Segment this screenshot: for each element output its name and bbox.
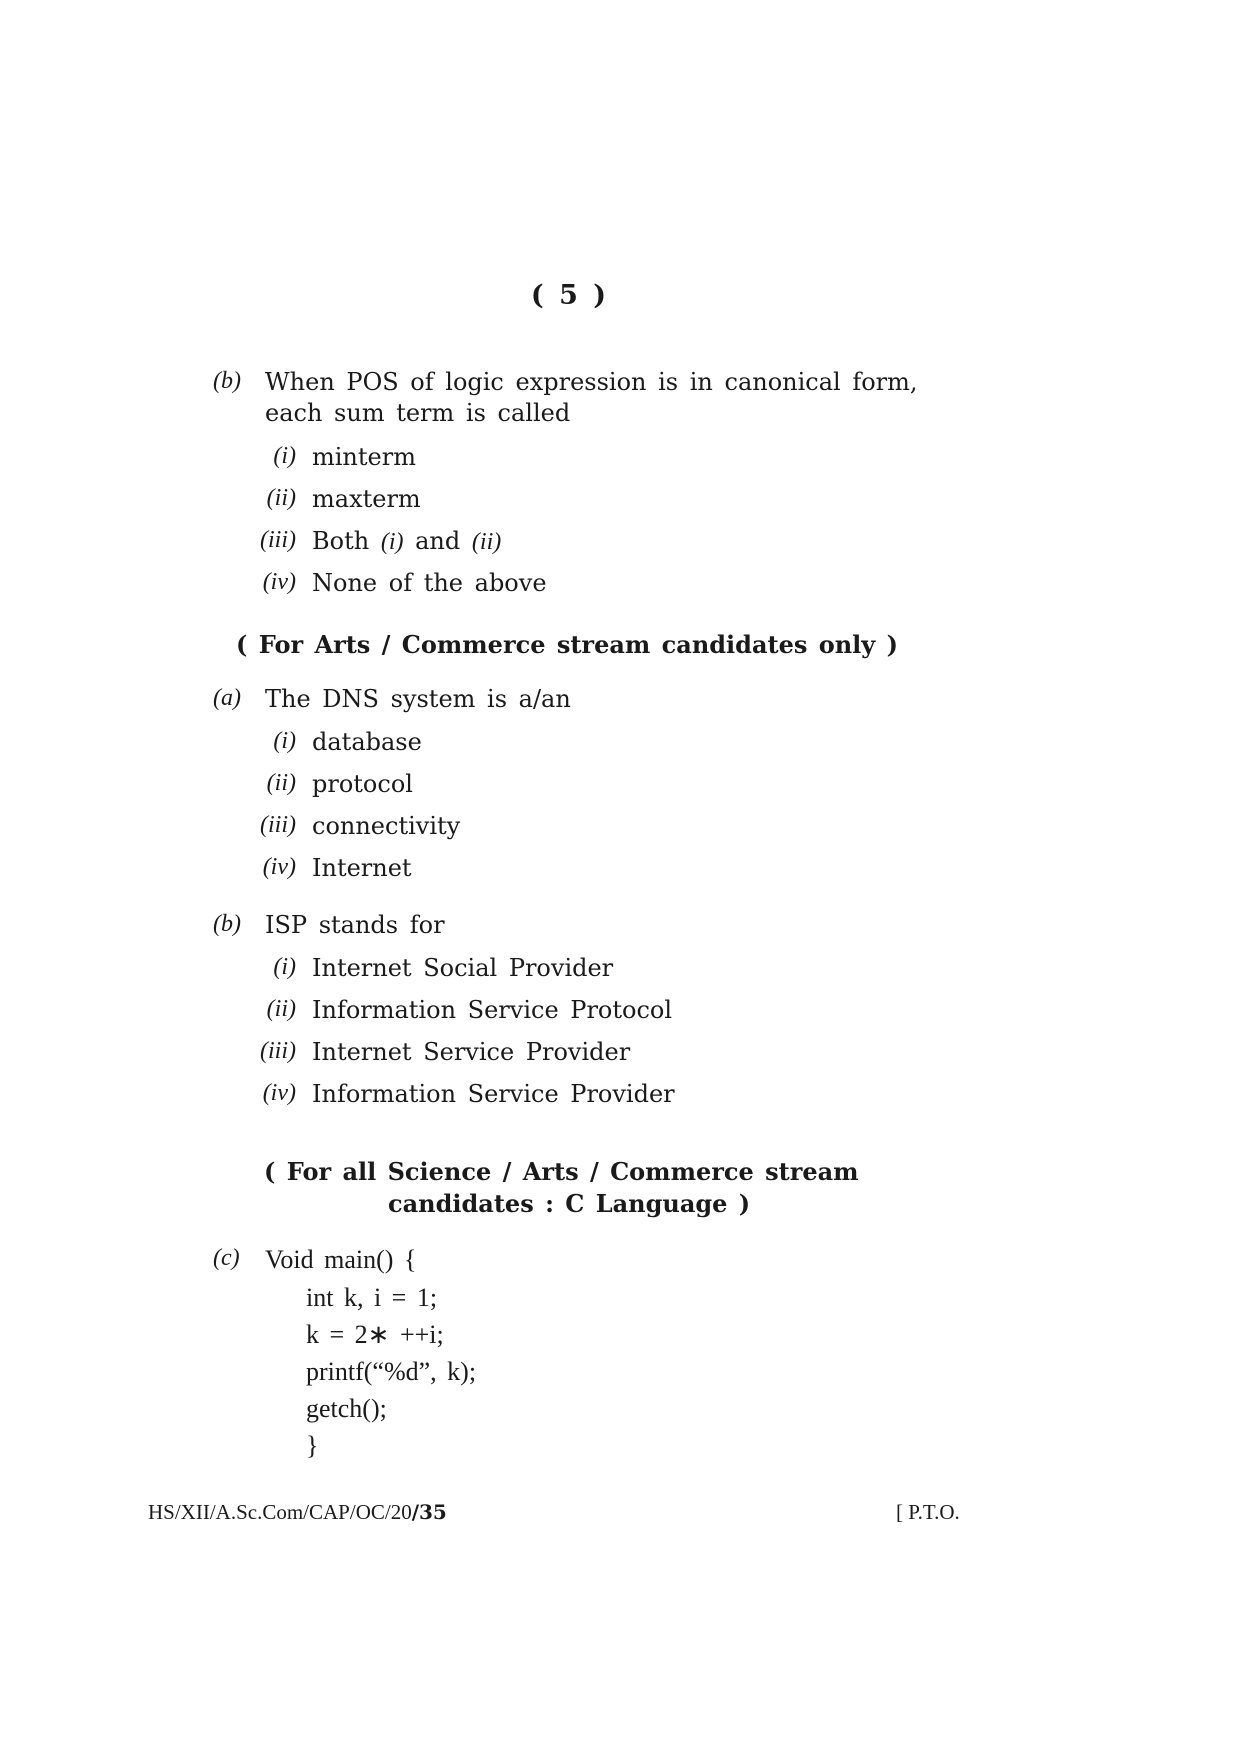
code-line: getch(); <box>306 1394 387 1423</box>
option-label: (iii) <box>260 812 296 838</box>
code-line: } <box>306 1431 319 1460</box>
option-text: Internet Service Provider <box>312 1038 631 1066</box>
option-row <box>0 527 1241 559</box>
question-label: (b) <box>213 368 241 394</box>
question-text: The DNS system is a/an <box>265 685 571 713</box>
option-text: Internet <box>312 854 412 882</box>
code-line: Void main() { <box>265 1245 417 1274</box>
option-row <box>0 770 1241 802</box>
footer-code-text: HS/XII/A.Sc.Com/CAP/OC/20 <box>148 1500 412 1524</box>
option-label: (ii) <box>266 770 296 796</box>
option-label: (iv) <box>262 1080 296 1106</box>
option-label: (iv) <box>262 854 296 880</box>
question-a-dns <box>0 685 1241 717</box>
option-ref: (ii) <box>471 529 502 555</box>
option-text: Internet Social Provider <box>312 954 614 982</box>
option-text: Information Service Protocol <box>312 996 673 1024</box>
option-row <box>0 485 1241 517</box>
question-label: (a) <box>213 685 241 711</box>
question-c-code <box>0 1245 1241 1277</box>
option-text: minterm <box>312 443 416 471</box>
option-row <box>0 954 1241 986</box>
code-line: k = 2∗ ++i; <box>306 1320 444 1349</box>
option-label: (i) <box>273 728 296 754</box>
question-b-isp <box>0 911 1241 943</box>
option-row <box>0 1038 1241 1070</box>
option-text-pre: Both <box>312 527 370 555</box>
question-text-line2: each sum term is called <box>265 399 571 427</box>
option-label: (ii) <box>266 485 296 511</box>
option-row <box>0 728 1241 760</box>
question-text: ISP stands for <box>265 911 445 939</box>
option-row <box>0 996 1241 1028</box>
option-text: protocol <box>312 770 413 798</box>
question-label: (c) <box>213 1245 240 1271</box>
option-text: maxterm <box>312 485 421 513</box>
option-text: database <box>312 728 422 756</box>
section-heading-all-line2: candidates : C Language ) <box>388 1189 751 1218</box>
question-label: (b) <box>213 911 241 937</box>
option-row <box>0 569 1241 601</box>
code-line: int k, i = 1; <box>306 1283 438 1312</box>
option-label: (i) <box>273 954 296 980</box>
code-line: printf(“%d”, k); <box>306 1357 477 1386</box>
section-heading-all-line1: ( For all Science / Arts / Commerce stream <box>264 1157 859 1186</box>
question-b-pos-line2 <box>0 399 1241 431</box>
option-row <box>0 1080 1241 1112</box>
option-text: connectivity <box>312 812 461 840</box>
option-text: None of the above <box>312 569 547 597</box>
option-label: (iv) <box>262 569 296 595</box>
page-number: ( 5 ) <box>530 280 610 311</box>
option-row <box>0 812 1241 844</box>
footer-pto: [ P.T.O. <box>896 1500 960 1524</box>
option-text: Information Service Provider <box>312 1080 675 1108</box>
section-heading-arts: ( For Arts / Commerce stream candidates only ) <box>236 630 898 659</box>
option-text-mid: and <box>415 527 461 555</box>
footer-code-bold: /35 <box>411 1500 447 1524</box>
option-label: (ii) <box>266 996 296 1022</box>
option-label: (iii) <box>260 527 296 553</box>
option-row <box>0 854 1241 886</box>
option-label: (i) <box>273 443 296 469</box>
option-ref: (i) <box>380 529 404 555</box>
option-label: (iii) <box>260 1038 296 1064</box>
question-text-line1: When POS of logic expression is in canonical form, <box>265 368 918 396</box>
question-b-pos <box>0 368 1241 400</box>
footer-paper-code <box>148 1500 447 1525</box>
option-row <box>0 443 1241 475</box>
option-text <box>312 527 501 556</box>
